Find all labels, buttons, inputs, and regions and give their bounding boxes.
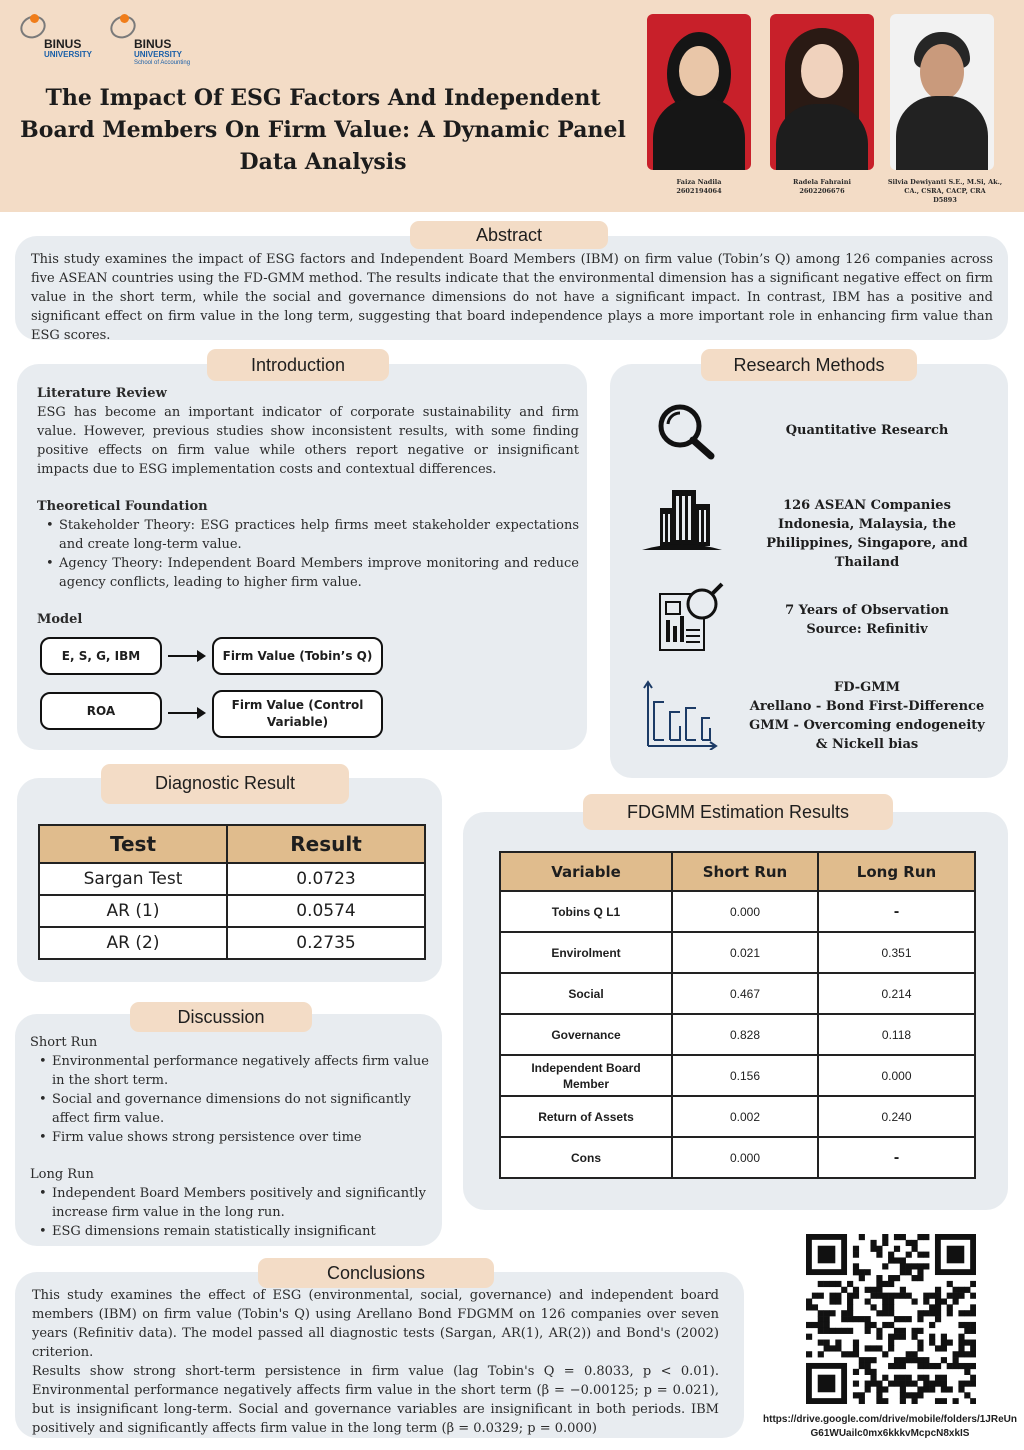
method-companies: 126 ASEAN Companies Indonesia, Malaysia, the Philippines, Singapore, and Thailand [766, 498, 968, 570]
qr-code-icon [806, 1234, 976, 1404]
table-cell: 0.214 [818, 973, 975, 1014]
binus-accounting-logo: BINUS UNIVERSITY School of Accounting [108, 12, 190, 67]
poster-title: The Impact Of ESG Factors And Independent Board Members On Firm Value: A Dynamic Panel Data Analysis [20, 85, 626, 175]
diagnostic-heading: Diagnostic Result [101, 764, 349, 804]
table-cell: Governance [500, 1014, 672, 1055]
author-photo-1 [647, 14, 751, 170]
introduction-heading: Introduction [207, 349, 389, 381]
author-caption-2: Radela Fahraini 2602206676 [793, 178, 851, 195]
table-cell: 0.000 [672, 1137, 818, 1178]
method-fdgmm: FD-GMM Arellano - Bond First-Difference GMM - Overcoming endogeneity & Nickell bias [749, 680, 985, 752]
table-cell: 0.002 [672, 1096, 818, 1137]
table-cell: - [818, 1137, 975, 1178]
report-search-icon [656, 582, 726, 654]
header-banner [0, 0, 1024, 212]
table-cell: Tobins Q L1 [500, 891, 672, 932]
table-header-row [500, 852, 975, 891]
theory-list [37, 516, 579, 592]
table-cell: Social [500, 973, 672, 1014]
theory-title: Theoretical Foundation [37, 499, 208, 514]
table-cell: 0.000 [672, 891, 818, 932]
table-cell: Return of Assets [500, 1096, 672, 1137]
table-row [500, 891, 975, 932]
abstract-heading: Abstract [410, 221, 608, 249]
table-cell: 0.0574 [227, 895, 425, 927]
author-photo-3 [890, 14, 994, 170]
model-input-esg: E, S, G, IBM [40, 637, 162, 675]
table-row [39, 895, 425, 927]
table-row [500, 1096, 975, 1137]
column-header: Test [39, 825, 227, 863]
column-header: Long Run [818, 852, 975, 891]
arrow-right-icon [168, 712, 204, 714]
list-item: • Firm value shows strong persistence over time [30, 1128, 430, 1147]
table-header-row [39, 825, 425, 863]
table-cell: 0.828 [672, 1014, 818, 1055]
table-row [500, 1014, 975, 1055]
discussion-heading: Discussion [130, 1002, 312, 1032]
table-cell: AR (1) [39, 895, 227, 927]
model-output-tobins-q: Firm Value (Tobin’s Q) [212, 637, 383, 675]
qr-code[interactable] [806, 1234, 976, 1404]
method-quantitative: Quantitative Research [785, 423, 949, 438]
gmm-chart-icon [642, 678, 720, 750]
table-cell: 0.021 [672, 932, 818, 973]
binus-logo-icon [108, 12, 138, 42]
conclusions-paragraph-2: Results show strong short-term persistence in firm value (lag Tobin's Q = 0.8033, p < 0.01). Environmental performance negatively affects firm value in the short term (β = −0.00125; p = 0.021), but is insignificant long-term. Social and governance variables are insignificant in both periods. IBM positively and significantly affects firm value in the long term (β = 0.0329; p = 0.000) [32, 1364, 719, 1436]
table-cell: Cons [500, 1137, 672, 1178]
method-observation: 7 Years of Observation Source: Refinitiv [785, 603, 949, 637]
model-output-control: Firm Value (Control Variable) [212, 690, 383, 738]
binus-university-logo: BINUS UNIVERSITY [18, 12, 92, 60]
table-cell: Independent Board Member [500, 1055, 672, 1096]
list-item: • Agency Theory: Independent Board Members improve monitoring and reduce agency conflicts, leading to higher firm value. [37, 554, 579, 592]
author-caption-3: Silvia Dewiyanti S.E., M.Si, Ak., CA., CSRA, CACP, CRA D5893 [887, 178, 1003, 204]
table-cell: Envirolment [500, 932, 672, 973]
model-input-roa: ROA [40, 692, 162, 730]
drive-link[interactable]: https://drive.google.com/drive/mobile/folders/1JReUnG61WUailc0mx6kkkvMcpcN8xkIS [763, 1414, 1017, 1439]
introduction-text [37, 384, 579, 629]
discussion-text [30, 1033, 430, 1241]
table-row [39, 927, 425, 959]
author-caption-1: Faiza Nadila 2602194064 [676, 178, 722, 195]
arrow-right-icon [168, 655, 204, 657]
column-header: Variable [500, 852, 672, 891]
model-title: Model [37, 612, 83, 627]
conclusions-paragraph-1: This study examines the effect of ESG (environmental, social, governance) and independent board members (IBM) on firm value (Tobin's Q) using Arellano Bond FDGMM on 126 companies over seven years (Refinitiv data). The model passed all diagnostic tests (Sargan, AR(1), AR(2)) and Bond's (2002) criterion. [32, 1288, 719, 1360]
list-item: • Stakeholder Theory: ESG practices help firms meet stakeholder expectations and create long-term value. [37, 516, 579, 554]
diagnostic-table [38, 824, 426, 960]
table-cell: 0.2735 [227, 927, 425, 959]
list-item: • Environmental performance negatively affects firm value in the short term. [30, 1052, 430, 1090]
list-item: • Social and governance dimensions do not significantly affect firm value. [30, 1090, 430, 1128]
table-row [500, 1137, 975, 1178]
table-row [500, 932, 975, 973]
long-run-title: Long Run [30, 1167, 94, 1182]
list-item: • ESG dimensions remain statistically insignificant [30, 1222, 430, 1241]
table-cell: 0.118 [818, 1014, 975, 1055]
table-cell: 0.0723 [227, 863, 425, 895]
short-run-list [30, 1052, 430, 1147]
fdgmm-heading: FDGMM Estimation Results [583, 794, 893, 830]
table-row [39, 863, 425, 895]
list-item: • Independent Board Members positively and significantly increase firm value in the long run. [30, 1184, 430, 1222]
magnifier-icon [652, 400, 718, 460]
column-header: Result [227, 825, 425, 863]
abstract-text: This study examines the impact of ESG factors and Independent Board Members (IBM) on firm value (Tobin’s Q) among 126 companies across five ASEAN countries using the FD-GMM method. The results indicate that the environmental dimension has a significant negative effect on firm value in the short term, while the social and governance dimensions do not have a significant impact. In contrast, IBM has a positive and significant effect on firm value in the long term, suggesting that board independence plays a more important role in enhancing firm value than ESG scores. [31, 252, 993, 343]
table-cell: 0.240 [818, 1096, 975, 1137]
long-run-list [30, 1184, 430, 1241]
research-methods-heading: Research Methods [701, 349, 917, 381]
author-photo-2 [770, 14, 874, 170]
fdgmm-table [499, 851, 976, 1179]
column-header: Short Run [672, 852, 818, 891]
table-cell: 0.000 [818, 1055, 975, 1096]
table-cell: 0.467 [672, 973, 818, 1014]
table-cell: 0.351 [818, 932, 975, 973]
table-row [500, 1055, 975, 1096]
table-cell: - [818, 891, 975, 932]
table-row [500, 973, 975, 1014]
table-cell: AR (2) [39, 927, 227, 959]
short-run-title: Short Run [30, 1035, 98, 1050]
conclusions-heading: Conclusions [258, 1258, 494, 1288]
buildings-icon [640, 486, 724, 552]
table-cell: 0.156 [672, 1055, 818, 1096]
literature-review-title: Literature Review [37, 386, 167, 401]
binus-logo-icon [18, 12, 48, 42]
table-cell: Sargan Test [39, 863, 227, 895]
literature-review-text: ESG has become an important indicator of corporate sustainability and firm value. However, previous studies show inconsistent results, with some finding positive effects on firm value while others report negative or insignificant impacts due to ESG implementation costs and contextual differences. [37, 405, 579, 477]
conclusions-text [32, 1286, 719, 1438]
